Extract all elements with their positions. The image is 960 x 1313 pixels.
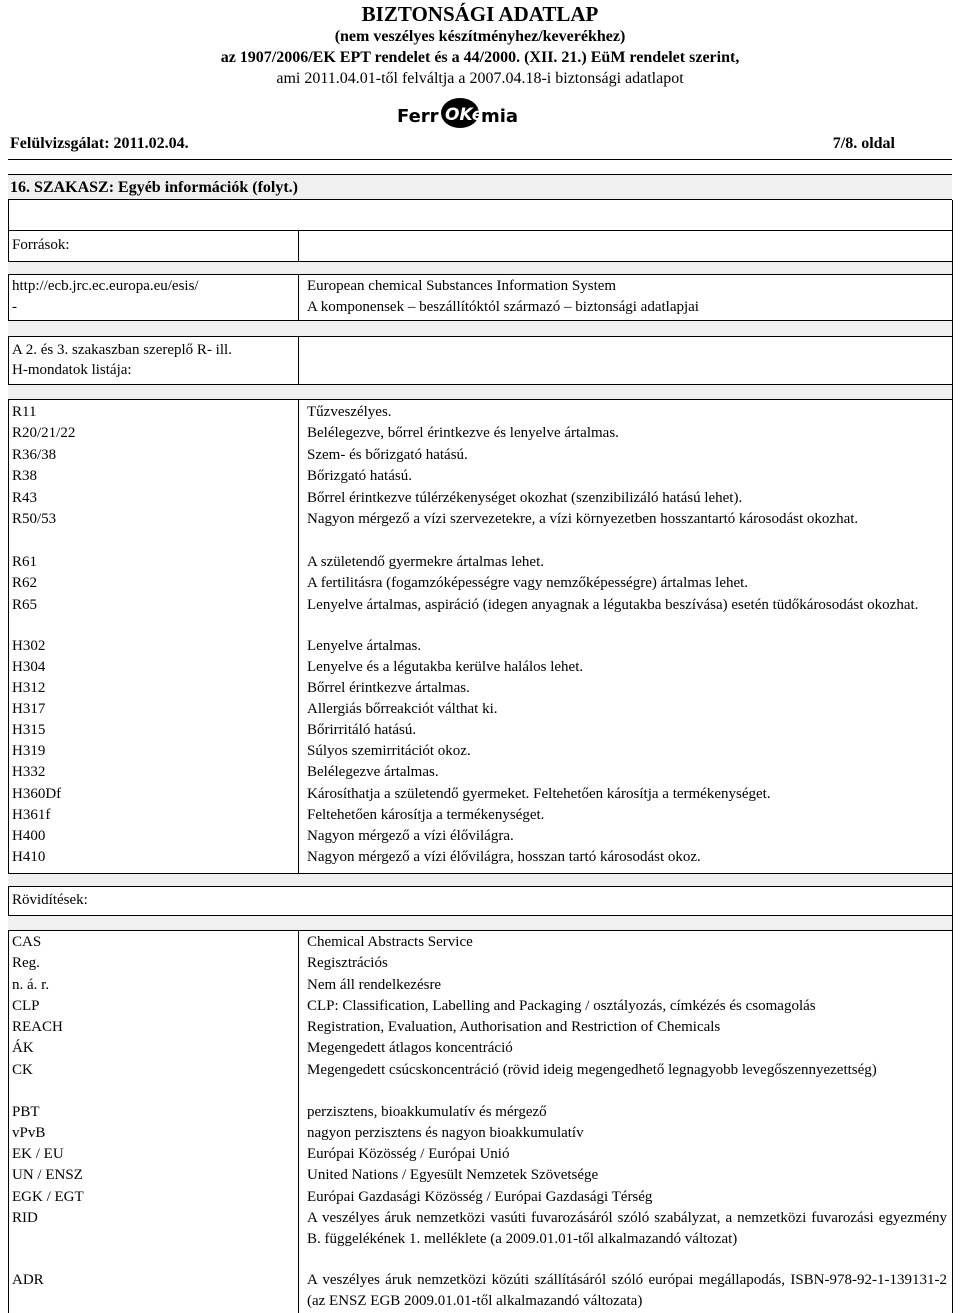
abbreviation-text: Megengedett csúcskoncentráció (rövid ideig megengedhető legnagyobb levegőszennyezettség) bbox=[307, 1062, 877, 1078]
column-divider bbox=[298, 399, 299, 873]
svg-text:OKé: OKé bbox=[445, 105, 484, 125]
phrase-text: Belélegezve, bőrrel érintkezve és lenyelve ártalmas. bbox=[307, 425, 619, 441]
spacer-row bbox=[8, 262, 952, 274]
svg-text:Ferr: Ferr bbox=[397, 106, 439, 127]
column-divider bbox=[298, 336, 299, 384]
phrase-code: H361f bbox=[12, 807, 51, 823]
abbreviation-code: CLP bbox=[12, 998, 40, 1014]
phrase-code: H400 bbox=[12, 828, 46, 844]
column-divider bbox=[298, 274, 299, 320]
phrase-code: H312 bbox=[12, 680, 46, 696]
phrase-code: H410 bbox=[12, 849, 46, 865]
phrase-text: Nagyon mérgező a vízi élővilágra. bbox=[307, 828, 514, 844]
phrase-code: R61 bbox=[12, 554, 38, 570]
phrase-code: H317 bbox=[12, 701, 46, 717]
phrases-label-line1: A 2. és 3. szakaszban szereplő R- ill. bbox=[12, 342, 232, 358]
phrase-text: A fertilitásra (fogamzóképességre vagy nemzőképességre) ártalmas lehet. bbox=[307, 575, 749, 591]
abbreviation-text: nagyon perzisztens és nagyon bioakkumulatív bbox=[307, 1125, 584, 1141]
phrase-text: Károsíthatja a születendő gyermeket. Feltehetően károsítja a termékenységet. bbox=[307, 786, 771, 802]
phrase-code: R38 bbox=[12, 468, 38, 484]
row-separator bbox=[8, 930, 952, 931]
ferrokemia-logo bbox=[395, 95, 527, 131]
replaces-line: ami 2011.04.01-től felváltja a 2007.04.18-i biztonsági adatlapot bbox=[276, 70, 684, 87]
abbreviation-text: A veszélyes áruk nemzetközi közúti szállításáról szóló európai megállapodás, ISBN-978-92-1-139131-2 (az ENSZ EGB 2009.01.01-től alkalmazandó változata) bbox=[307, 1272, 947, 1309]
abbreviation-code: CK bbox=[12, 1062, 33, 1078]
phrase-code: R50/53 bbox=[12, 511, 57, 527]
row-separator bbox=[8, 886, 952, 887]
row-separator bbox=[8, 399, 952, 400]
abbreviation-text: Európai Gazdasági Közösség / Európai Gazdasági Térség bbox=[307, 1189, 653, 1205]
phrase-text: Feltehetően károsítja a termékenységet. bbox=[307, 807, 545, 823]
abbreviation-code: EGK / EGT bbox=[12, 1189, 84, 1205]
abbreviation-code: UN / ENSZ bbox=[12, 1167, 83, 1183]
spacer-row bbox=[8, 874, 952, 886]
spacer-row bbox=[8, 321, 952, 336]
phrase-code: H315 bbox=[12, 722, 46, 738]
abbreviation-code: EK / EU bbox=[12, 1146, 64, 1162]
svg-text:mia: mia bbox=[481, 106, 519, 127]
phrase-text: Nagyon mérgező a vízi élővilágra, hosszan tartó károsodást okoz. bbox=[307, 849, 701, 865]
table-border-top bbox=[8, 230, 952, 231]
abbreviation-text: Nem áll rendelkezésre bbox=[307, 977, 442, 993]
phrase-text: Súlyos szemirritációt okoz. bbox=[307, 743, 471, 759]
phrase-code: H302 bbox=[12, 638, 46, 654]
abbreviation-text: Chemical Abstracts Service bbox=[307, 934, 473, 950]
sources-label: Források: bbox=[12, 237, 70, 253]
phrase-text: Nagyon mérgező a vízi szervezetekre, a vízi környezetben hosszantartó károsodást okozhat. bbox=[307, 511, 859, 527]
column-divider bbox=[298, 930, 299, 1313]
row-separator bbox=[8, 274, 952, 275]
source-value: A komponensek – beszállítóktól származó – biztonsági adatlapjai bbox=[307, 299, 699, 315]
phrase-text: Allergiás bőrreakciót válthat ki. bbox=[307, 701, 498, 717]
column-divider bbox=[298, 230, 299, 261]
phrase-text: Bőrrel érintkezve túlérzékenységet okozhat (szenzibilizáló hatású lehet). bbox=[307, 490, 743, 506]
abbreviation-text: Regisztrációs bbox=[307, 955, 388, 971]
page-number: 7/8. oldal bbox=[832, 135, 895, 152]
meta-row bbox=[10, 135, 895, 157]
phrase-text: Lenyelve ártalmas. bbox=[307, 638, 422, 654]
table-left-border bbox=[8, 200, 9, 1313]
abbreviations-label: Rövidítések: bbox=[12, 892, 88, 908]
phrase-text: A születendő gyermekre ártalmas lehet. bbox=[307, 554, 544, 570]
phrase-code: R62 bbox=[12, 575, 38, 591]
abbreviation-code: ÁK bbox=[12, 1040, 34, 1056]
document-header bbox=[0, 2, 960, 89]
phrase-code: R11 bbox=[12, 404, 37, 420]
abbreviation-text: Registration, Evaluation, Authorisation and Restriction of Chemicals bbox=[307, 1019, 721, 1035]
table-right-border bbox=[952, 200, 953, 1313]
phrase-text: Lenyelve és a légutakba kerülve halálos lehet. bbox=[307, 659, 584, 675]
phrase-text: Szem- és bőrizgató hatású. bbox=[307, 447, 468, 463]
phrase-text: Tűzveszélyes. bbox=[307, 404, 392, 420]
phrase-text: Bőrirritáló hatású. bbox=[307, 722, 417, 738]
phrase-code: R43 bbox=[12, 490, 38, 506]
abbreviation-code: CAS bbox=[12, 934, 42, 950]
phrase-text: Lenyelve ártalmas, aspiráció (idegen anyagnak a légutakba beszívása) esetén tüdőkárosodást okozhat. bbox=[307, 597, 919, 613]
section-title: 16. SZAKASZ: Egyéb információk (folyt.) bbox=[8, 174, 952, 200]
abbreviation-code: Reg. bbox=[12, 955, 40, 971]
phrase-text: Bőrrel érintkezve ártalmas. bbox=[307, 680, 470, 696]
spacer-row bbox=[8, 916, 952, 930]
abbreviation-code: REACH bbox=[12, 1019, 63, 1035]
header-divider bbox=[8, 159, 952, 160]
abbreviation-text: Európai Közösség / Európai Unió bbox=[307, 1146, 510, 1162]
phrase-code: R36/38 bbox=[12, 447, 57, 463]
phrase-code: H360Df bbox=[12, 786, 62, 802]
abbreviation-text: A veszélyes áruk nemzetközi vasúti fuvarozásáról szóló szabályzat, a nemzetközi fuvarozási egyezmény B. függelékének 1. melléklete (a 2009.01.01-től alkalmazandó változat) bbox=[307, 1210, 947, 1247]
phrases-label-line2: H-mondatok listája: bbox=[12, 362, 132, 378]
abbreviation-text: United Nations / Egyesült Nemzetek Szövetsége bbox=[307, 1167, 599, 1183]
abbreviation-text: Megengedett átlagos koncentráció bbox=[307, 1040, 513, 1056]
phrase-code: H332 bbox=[12, 764, 46, 780]
phrase-code: R65 bbox=[12, 597, 38, 613]
source-key: - bbox=[12, 299, 17, 315]
phrase-code: R20/21/22 bbox=[12, 425, 76, 441]
phrase-code: H319 bbox=[12, 743, 46, 759]
abbreviation-code: n. á. r. bbox=[12, 977, 50, 993]
spacer-row bbox=[8, 385, 952, 399]
abbreviation-code: ADR bbox=[12, 1272, 44, 1288]
document-title: BIZTONSÁGI ADATLAP bbox=[361, 2, 599, 26]
source-key[interactable]: http://ecb.jrc.ec.europa.eu/esis/ bbox=[12, 278, 199, 294]
phrase-code: H304 bbox=[12, 659, 46, 675]
document-subtitle: (nem veszélyes készítményhez/keverékhez) bbox=[334, 28, 626, 45]
revision-date: Felülvizsgálat: 2011.02.04. bbox=[10, 135, 189, 152]
abbreviation-code: vPvB bbox=[12, 1125, 46, 1141]
abbreviation-code: PBT bbox=[12, 1104, 40, 1120]
source-value: European chemical Substances Information System bbox=[307, 278, 617, 294]
row-separator bbox=[8, 336, 952, 337]
phrase-text: Bőrizgató hatású. bbox=[307, 468, 412, 484]
phrase-text: Belélegezve ártalmas. bbox=[307, 764, 439, 780]
abbreviation-text: CLP: Classification, Labelling and Packaging / osztályozás, címkézés és csomagolás bbox=[307, 998, 816, 1014]
abbreviation-code: RID bbox=[12, 1210, 38, 1226]
abbreviation-text: perzisztens, bioakkumulatív és mérgező bbox=[307, 1104, 547, 1120]
regulation-line: az 1907/2006/EK EPT rendelet és a 44/2000. (XII. 21.) EüM rendelet szerint, bbox=[220, 49, 740, 66]
